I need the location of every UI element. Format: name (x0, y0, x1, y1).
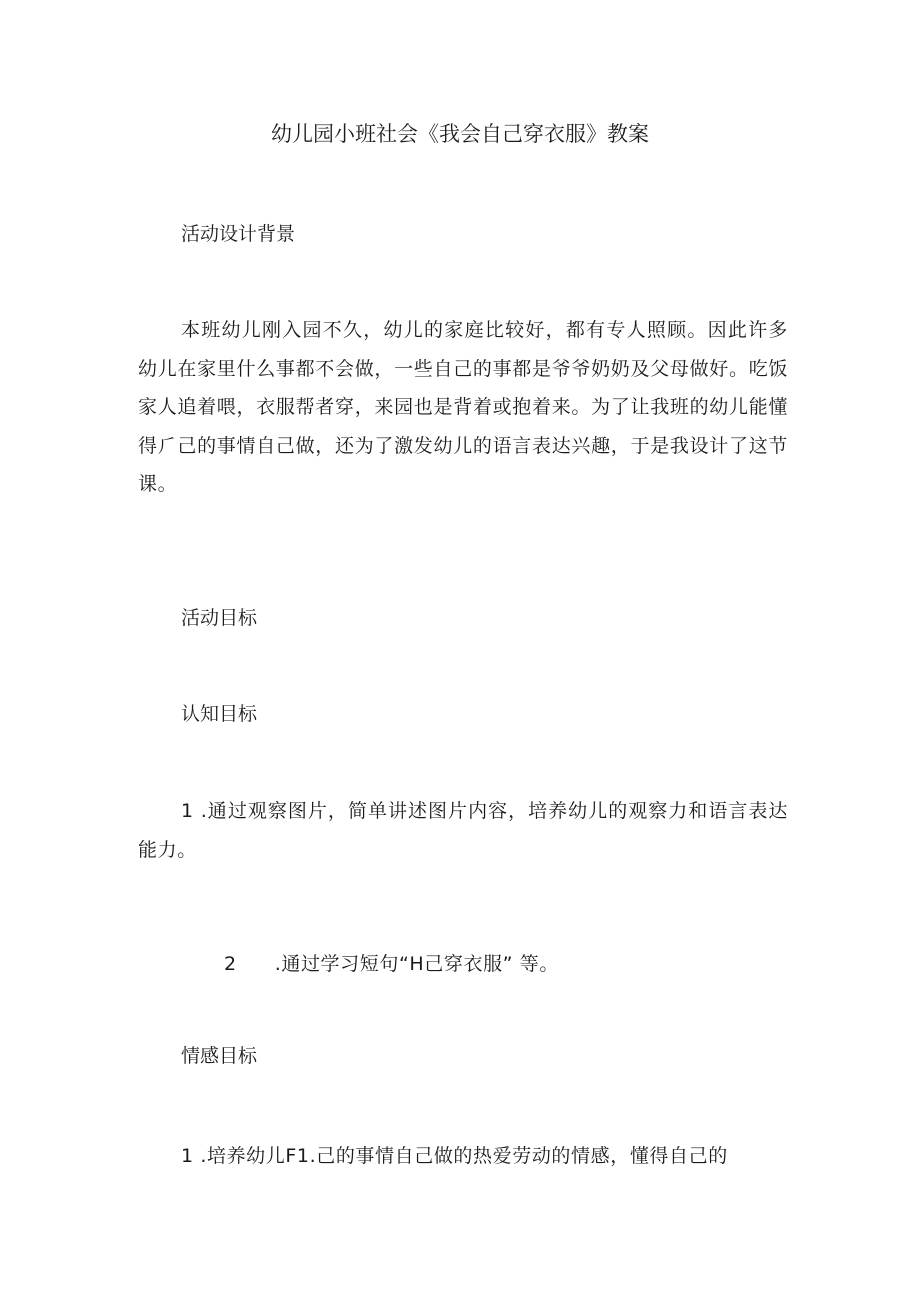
background-paragraph: 本班幼儿刚入园不久，幼儿的家庭比较好，都有专人照顾。因此许多幼儿在家里什么事都不会做，一些自己的事都是爷爷奶奶及父母做好。吃饭家人追着喂，衣服帮者穿，来园也是背着或抱着来。为了让我班的幼儿能懂得⺁己的事情自己做，还为了激发幼儿的语言表达兴趣，于是我设计了这节课。 (138, 319, 788, 496)
goals-heading: 活动目标 (181, 607, 258, 629)
cognitive-item-2 (138, 945, 788, 984)
cognitive-item-2-text: .通过学习短句“H己穿衣服” 等。 (274, 953, 559, 975)
cognitive-heading: 认知目标 (181, 703, 258, 725)
emotional-item-1: 1 .培养幼儿F1.己的事情自己做的热爱劳动的情感，懂得自己的 (181, 1145, 728, 1167)
cognitive-item-1: 1 .通过观察图片，简单讲述图片内容，培养幼儿的观察力和语言表达能力。 (138, 800, 788, 861)
emotional-heading: 情感目标 (181, 1045, 258, 1067)
background-heading: 活动设计背景 (181, 223, 296, 245)
document-title: 幼儿园小班社会《我会自己穿衣服》教案 (271, 122, 649, 146)
cognitive-item-2-number: 2 (224, 953, 237, 975)
